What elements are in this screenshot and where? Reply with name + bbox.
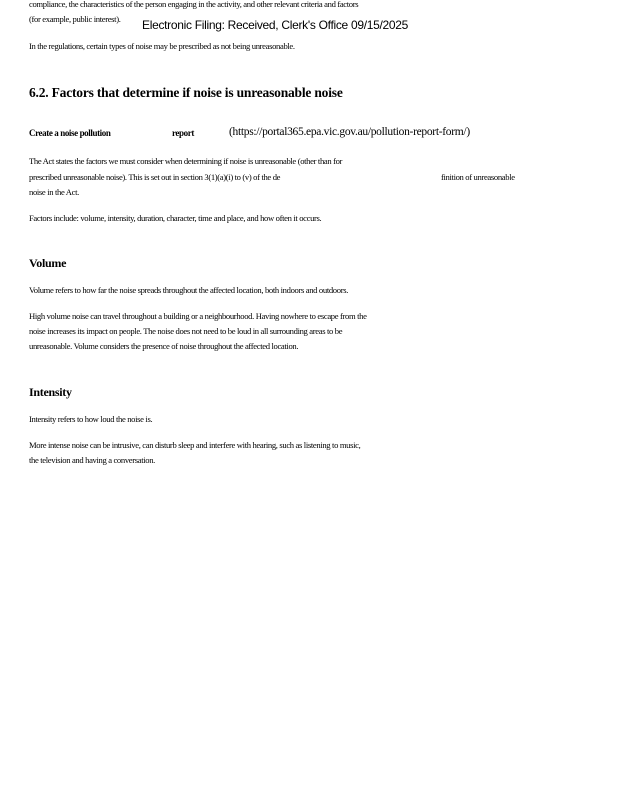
factors-paragraph: Factors include: volume, intensity, duration, character, time and place, and how often it occurs. bbox=[29, 213, 322, 223]
intensity-p2-line-2: the television and having a conversation. bbox=[29, 455, 155, 465]
intro-line-2: (for example, public interest). bbox=[29, 14, 121, 24]
intensity-paragraph-1: Intensity refers to how loud the noise is. bbox=[29, 414, 153, 424]
intensity-paragraph-2 bbox=[29, 438, 360, 468]
report-link-label[interactable]: Create a noise pollution bbox=[29, 128, 111, 138]
filing-stamp: Electronic Filing: Received, Clerk's Office 09/15/2025 bbox=[142, 18, 409, 32]
volume-paragraph-2 bbox=[29, 309, 367, 354]
section-heading: 6.2. Factors that determine if noise is unreasonable noise bbox=[29, 85, 343, 100]
report-link-label-end[interactable]: report bbox=[172, 128, 194, 138]
intro-line-1: compliance, the characteristics of the person engaging in the activity, and other relevant criteria and factors bbox=[29, 0, 359, 9]
act-paragraph-line-1: The Act states the factors we must consider when determining if noise is unreasonable (other than for bbox=[29, 156, 343, 166]
act-paragraph-line-2a: prescribed unreasonable noise). This is set out in section 3(1)(a)(i) to (v) of the de bbox=[29, 172, 281, 182]
volume-p2-line-2: noise increases its impact on people. The noise does not need to be loud in all surrounding areas to be bbox=[29, 326, 343, 336]
volume-heading: Volume bbox=[29, 256, 67, 270]
volume-p2-line-3: unreasonable. Volume considers the presence of noise throughout the affected location. bbox=[29, 341, 299, 351]
intensity-p2-line-1: More intense noise can be intrusive, can disturb sleep and interfere with hearing, such as listening to music, bbox=[29, 440, 361, 450]
intensity-heading: Intensity bbox=[29, 385, 72, 399]
act-paragraph-line-2b: finition of unreasonable bbox=[441, 172, 515, 182]
act-paragraph-line-3: noise in the Act. bbox=[29, 187, 79, 197]
volume-paragraph-1: Volume refers to how far the noise spreads throughout the affected location, both indoors and outdoors. bbox=[29, 285, 348, 295]
report-link-url[interactable]: (https://portal365.epa.vic.gov.au/pollution-report-form/) bbox=[229, 126, 470, 138]
volume-p2-line-1: High volume noise can travel throughout a building or a neighbourhood. Having nowhere to escape from the bbox=[29, 311, 367, 321]
regulations-note: In the regulations, certain types of noise may be prescribed as not being unreasonable. bbox=[29, 41, 295, 51]
